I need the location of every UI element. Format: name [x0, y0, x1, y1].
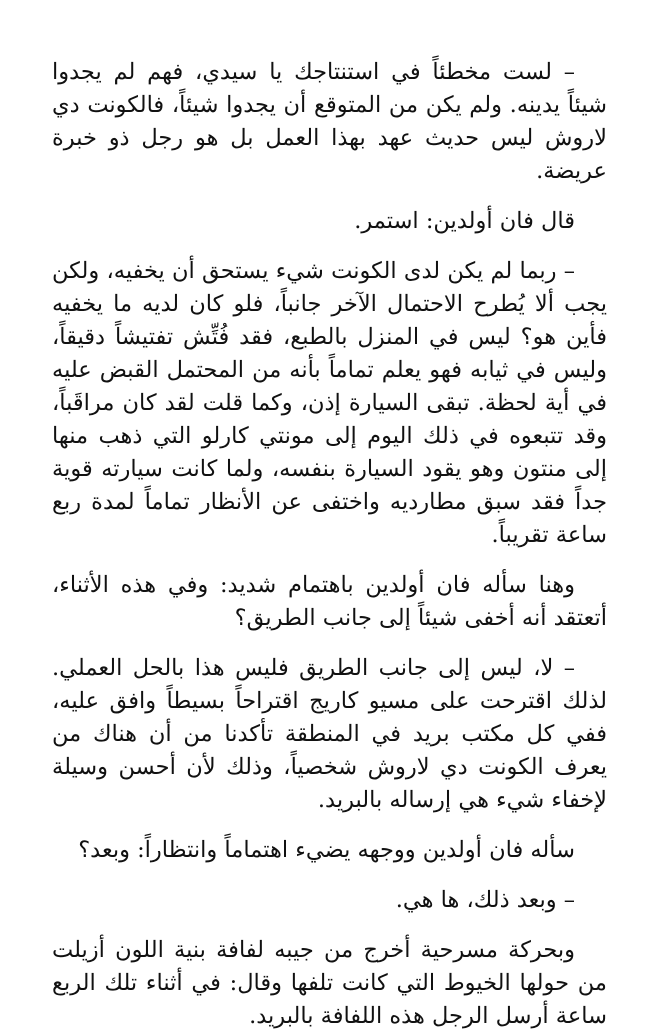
paragraph-5: – لا، ليس إلى جانب الطريق فليس هذا بالحل العملي. لذلك اقترحت على مسيو كاريج اقتراحاً بسيطاً وافق عليه، ففي كل مكتب بريد في المنطقة تأكدنا من أن هناك من يعرف الكونت دي لاروش شخصياً، وذلك لأن أحسن وسيلة لإخفاء شيء هي إرساله بالبريد. — [52, 655, 607, 813]
paragraph-7: – وبعد ذلك، ها هي. — [395, 887, 575, 913]
paragraph-6: سأله فان أولدين ووجهه يضيء اهتماماً وانتظاراً: وبعد؟ — [78, 837, 575, 863]
paragraph-4: وهنا سأله فان أولدين باهتمام شديد: وفي هذه الأثناء، أتعتقد أنه أخفى شيئاً إلى جانب الطريق؟ — [52, 572, 607, 631]
paragraph-3: – ربما لم يكن لدى الكونت شيء يستحق أن يخفيه، ولكن يجب ألا يُطرح الاحتمال الآخر جانباً، فلو كان لديه ما يخفيه فأين هو؟ ليس في المنزل بالطبع، فقد فُتِّش تفتيشاً دقيقاً، وليس في ثيابه فهو يعلم تماماً بأنه من المحتمل القبض عليه في أية لحظة. تبقى السيارة إذن، وكما قلت لقد كان مراقَباً، وقد تتبعوه في ذلك اليوم إلى مونتي كارلو التي ذهب منها إلى منتون وهو يقود السيارة بنفسه، ولما كانت سيارته قوية جداً فقد سبق مطارديه واختفى عن الأنظار تماماً لمدة ربع ساعة تقريباً. — [52, 258, 607, 548]
paragraph-8: وبحركة مسرحية أخرج من جيبه لفافة بنية اللون أزيلت من حولها الخيوط التي كانت تلفها وقال: في أثناء تلك الربع ساعة أرسل الرجل هذه اللفافة بالبريد. — [52, 937, 607, 1029]
paragraph-1: – لست مخطئاً في استنتاجك يا سيدي، فهم لم يجدوا شيئاً يدينه. ولم يكن من المتوقع أن يجدوا شيئاً، فالكونت دي لاروش ليس حديث عهد بهذا العمل بل هو رجل ذو خبرة عريضة. — [52, 59, 607, 184]
paragraph-2: قال فان أولدين: استمر. — [354, 208, 575, 234]
